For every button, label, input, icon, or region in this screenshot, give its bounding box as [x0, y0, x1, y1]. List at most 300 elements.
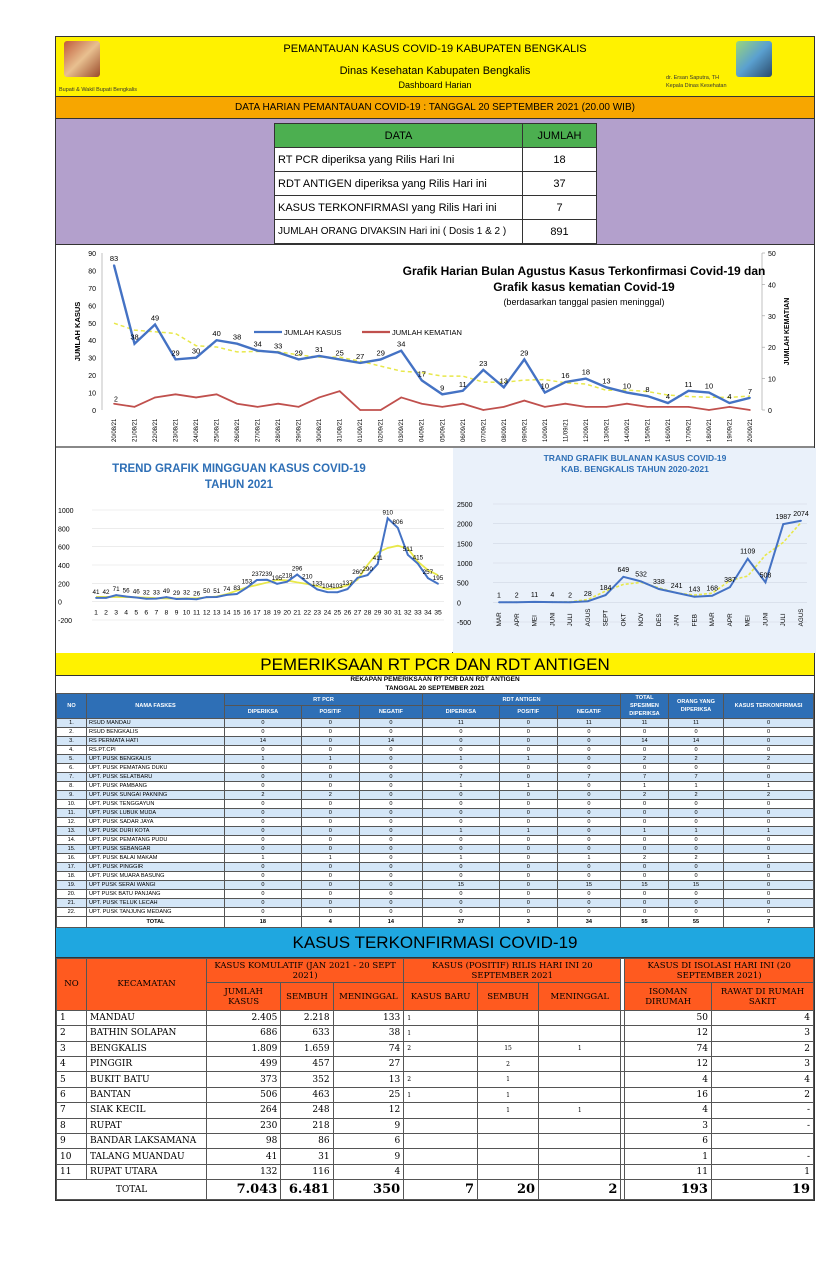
pcr-cell: 0 [621, 799, 669, 808]
pcr-cell: 0 [225, 799, 302, 808]
kasus-cell: 133 [333, 1010, 404, 1025]
caption-right [666, 74, 727, 91]
weekly-data-label: 153 [241, 578, 253, 586]
pcr-total-cell: 37 [422, 916, 499, 927]
kasus-cell: 4 [57, 1057, 87, 1072]
weekly-data-label: 257 [422, 569, 434, 577]
weekly-data-label: 83 [233, 585, 241, 593]
kematian-point [380, 409, 382, 411]
kematian-point [236, 403, 238, 405]
kasus-cell: RUPAT [87, 1118, 207, 1133]
monthly-data-label: 2 [514, 592, 519, 600]
pcr-cell: 7 [621, 772, 669, 781]
x-tick-label: 21/08/21 [132, 418, 139, 442]
y-tick-label: 1000 [457, 561, 473, 568]
y-tick-label: 1000 [58, 508, 74, 515]
pcr-cell: 1 [301, 754, 359, 763]
pcr-cell: 20. [57, 889, 87, 898]
kasus-point [626, 392, 628, 394]
pcr-cell: 15 [621, 880, 669, 889]
x-tick-label: 32 [404, 609, 412, 617]
pcr-cell: 0 [225, 835, 302, 844]
x-tick-label: 20 [283, 609, 291, 617]
pcr-cell: 0 [225, 880, 302, 889]
monthly-data-label: 1109 [740, 548, 756, 556]
x-tick-label: 3 [114, 609, 119, 617]
kematian-point [421, 403, 423, 405]
pcr-col-rdt: RDT ANTIGEN [422, 693, 620, 706]
pcr-cell: 0 [557, 826, 620, 835]
weekly-chart [56, 448, 452, 653]
kasus-col-no: NO [57, 958, 87, 1010]
pcr-cell: UPT. PUSK SUNGAI PAKNING [87, 790, 225, 799]
kematian-point [749, 409, 751, 411]
kasus-total-cell: 2 [539, 1180, 621, 1200]
pcr-cell: 0 [499, 835, 557, 844]
pcr-cell: 0 [422, 727, 499, 736]
kasus-col-isoman: ISOMAN DIRUMAH [625, 983, 712, 1011]
pcr-cell: 0 [422, 808, 499, 817]
pcr-cell: 0 [301, 763, 359, 772]
kasus-cell: 1.809 [207, 1041, 281, 1056]
pcr-cell: 0 [359, 826, 422, 835]
kasus-cell: 12 [333, 1103, 404, 1118]
pcr-cell: UPT. PUSK PINGGIR [87, 862, 225, 871]
x-tick-label: 14/09/21 [624, 418, 631, 442]
pcr-cell: 0 [669, 817, 724, 826]
pcr-cell: 0 [225, 826, 302, 835]
kasus-cell: 15 [477, 1041, 538, 1056]
kematian-point [585, 406, 587, 408]
pcr-cell: 0 [557, 781, 620, 790]
x-tick-label: 01/09/21 [358, 418, 365, 442]
kasus-row [57, 1164, 814, 1179]
x-tick-label: 08/09/21 [501, 418, 508, 442]
pcr-cell: 0 [557, 907, 620, 916]
pcr-total-cell: 18 [225, 916, 302, 927]
weekly-point [226, 594, 228, 596]
kasus-point [667, 402, 669, 404]
pcr-cell: 0 [669, 727, 724, 736]
weekly-data-label: 41 [92, 588, 100, 596]
monthly-data-label: 2 [568, 592, 573, 600]
x-tick-label: 10/09/21 [542, 418, 549, 442]
kematian-point [339, 390, 341, 392]
pcr-cell: UPT PUSK BATU PANJANG [87, 889, 225, 898]
weekly-point [115, 594, 117, 596]
pcr-cell: 8. [57, 781, 87, 790]
pcr-cell: 0 [225, 781, 302, 790]
weekly-point [296, 574, 298, 576]
pcr-cell: 0 [557, 745, 620, 754]
monthly-point [622, 576, 624, 578]
weekly-point [206, 596, 208, 598]
kasus-data-label: 13 [602, 376, 611, 386]
kasus-col-rilis-meninggal: MENINGGAL [539, 983, 621, 1011]
kasus-cell: 98 [207, 1134, 281, 1149]
x-tick-label: APR [726, 613, 734, 627]
dashboard-frame [55, 36, 815, 1201]
caption-right-name: dr. Ersan Saputra, TH [666, 75, 720, 81]
pcr-cell: 0 [422, 871, 499, 880]
pcr-cell: 0 [724, 799, 814, 808]
x-tick-label: JULI [567, 613, 575, 627]
pcr-cell: 0 [225, 889, 302, 898]
pcr-cell: 0 [301, 898, 359, 907]
pcr-cell: 0 [621, 835, 669, 844]
pcr-cell: UPT. PUSK PEMATANG DUKU [87, 763, 225, 772]
pcr-cell: RSUD BENGKALIS [87, 727, 225, 736]
summary-value: 37 [523, 172, 597, 196]
kasus-data-label: 29 [376, 348, 385, 358]
weekly-data-label: 46 [132, 588, 140, 596]
kasus-cell: 2 [711, 1087, 813, 1102]
pcr-cell: 0 [669, 763, 724, 772]
kasus-cell [539, 1026, 621, 1041]
kasus-cell: - [711, 1149, 813, 1164]
x-tick-label: 19/09/21 [727, 418, 734, 442]
pcr-col-kasus: KASUS TERKONFIRMASI [724, 693, 814, 718]
summary-value: 7 [523, 196, 597, 220]
summary-label: RT PCR diperiksa yang Rilis Hari Ini [275, 148, 523, 172]
daily-chart-svg [56, 245, 816, 448]
x-tick-label: 02/09/21 [378, 418, 385, 442]
y-tick-label: 0 [457, 600, 461, 608]
pcr-cell: UPT. PUSK MUARA BASUNG [87, 871, 225, 880]
monthly-point [658, 588, 660, 590]
kasus-data-label: 31 [314, 344, 324, 354]
pcr-col-rdt-positif: POSITIF [499, 706, 557, 719]
kasus-point [236, 343, 238, 345]
y2-tick-label: 40 [768, 282, 776, 290]
kasus-cell [404, 1149, 478, 1164]
kematian-point [688, 406, 690, 408]
kasus-cell: BANDAR LAKSAMANA [87, 1134, 207, 1149]
pcr-cell: 0 [724, 844, 814, 853]
pcr-cell: 1 [621, 781, 669, 790]
pcr-cell: 0 [225, 907, 302, 916]
pcr-cell: 0 [669, 907, 724, 916]
pcr-cell: 0 [422, 844, 499, 853]
pcr-col-pcr-positif: POSITIF [301, 706, 359, 719]
kasus-col-isolasi: KASUS DI ISOLASI HARI INI (20 SEPTEMBER 2021) [625, 958, 814, 982]
trend-charts-row [56, 448, 814, 653]
kasus-cell: 1 [404, 1026, 478, 1041]
x-tick-label: 35 [434, 609, 442, 617]
kasus-cell: 7 [57, 1103, 87, 1118]
kematian-point [482, 409, 484, 411]
pcr-cell: 1 [724, 781, 814, 790]
kasus-cell: 16 [625, 1087, 712, 1102]
kasus-cell [477, 1134, 538, 1149]
pcr-cell: 0 [359, 727, 422, 736]
pcr-cell: 0 [359, 790, 422, 799]
summary-col-jumlah: JUMLAH [523, 124, 597, 148]
pcr-cell: 1 [499, 781, 557, 790]
kasus-data-label: 40 [212, 329, 221, 339]
kasus-data-label: 7 [747, 386, 753, 396]
pcr-cell: 2. [57, 727, 87, 736]
pcr-cell: UPT. PUSK TENGGAYUN [87, 799, 225, 808]
pcr-table-date: TANGGAL 20 SEPTEMBER 2021 [57, 685, 814, 694]
kematian-point [154, 397, 156, 399]
x-tick-label: SEPT [602, 609, 610, 627]
monthly-point [569, 601, 571, 603]
y-tick-label: 200 [58, 581, 70, 589]
y-tick-label: 90 [88, 251, 96, 258]
kasus-cell: 74 [625, 1041, 712, 1056]
kasus-cell: PINGGIR [87, 1057, 207, 1072]
pcr-cell: 0 [499, 862, 557, 871]
kasus-cell [539, 1010, 621, 1025]
kasus-point [380, 359, 382, 361]
pcr-cell: 1 [225, 754, 302, 763]
kasus-cell: 38 [333, 1026, 404, 1041]
y-tick-label: 400 [58, 563, 70, 570]
kasus-cell: 9 [57, 1134, 87, 1149]
pcr-cell: 0 [724, 907, 814, 916]
pcr-cell: 0 [359, 817, 422, 826]
pcr-cell: 0 [499, 889, 557, 898]
kasus-data-label: 38 [232, 332, 242, 342]
kasus-data-label: 18 [581, 367, 591, 377]
x-tick-label: JAN [673, 614, 681, 627]
kasus-data-label: 29 [294, 348, 303, 358]
kasus-row [57, 1057, 814, 1072]
kasus-cell: MANDAU [87, 1010, 207, 1025]
weekly-point [155, 598, 157, 600]
y-tick-label: -200 [58, 618, 73, 625]
summary-label: JUMLAH ORANG DIVAKSIN Hari ini ( Dosis 1 & 2 ) [275, 220, 523, 244]
monthly-point [498, 601, 500, 603]
pcr-row [57, 745, 814, 754]
kasus-data-label: 49 [150, 313, 160, 323]
kasus-cell: 1 [539, 1041, 621, 1056]
pcr-cell: 7 [669, 772, 724, 781]
kasus-point [277, 352, 279, 354]
weekly-point [256, 579, 258, 581]
kasus-cell: 2.218 [281, 1010, 333, 1025]
kasus-point [257, 350, 259, 352]
monthly-data-label: 28 [583, 591, 592, 599]
pcr-cell: 4. [57, 745, 87, 754]
x-tick-label: 19 [273, 609, 281, 617]
pcr-cell: 2 [301, 790, 359, 799]
monthly-point [765, 581, 767, 583]
pcr-cell: 0 [669, 844, 724, 853]
kasus-data-label: 29 [520, 348, 529, 358]
kasus-cell: 9 [333, 1149, 404, 1164]
pcr-cell: 0 [301, 745, 359, 754]
weekly-data-label: 910 [382, 509, 393, 517]
kasus-point [113, 264, 115, 266]
pcr-cell: 0 [724, 745, 814, 754]
monthly-point [676, 592, 678, 594]
kasus-cell [404, 1164, 478, 1179]
monthly-data-label: 4 [550, 592, 555, 600]
kasus-row [57, 1010, 814, 1025]
kasus-data-label: 16 [561, 371, 570, 381]
kasus-cell: TALANG MUANDAU [87, 1149, 207, 1164]
kasus-row [57, 1118, 814, 1133]
pcr-row [57, 736, 814, 745]
y-tick-label: 2000 [457, 521, 473, 529]
kasus-cell [539, 1057, 621, 1072]
kasus-point [749, 397, 751, 399]
pcr-cell: 0 [301, 844, 359, 853]
caption-left: Bupati & Wakil Bupati Bengkalis [59, 87, 138, 93]
x-tick-label: 26 [343, 609, 352, 617]
kasus-cell: 3 [57, 1041, 87, 1056]
pcr-cell: 0 [557, 835, 620, 844]
kasus-cell: - [711, 1103, 813, 1118]
pcr-cell: 0 [621, 817, 669, 826]
weekly-data-label: 133 [312, 580, 323, 588]
weekly-data-label: 71 [112, 586, 120, 594]
monthly-point [711, 595, 713, 597]
kasus-cell: 352 [281, 1072, 333, 1087]
pcr-cell: 0 [225, 808, 302, 817]
monthly-series-line [499, 521, 801, 603]
kematian-point [544, 406, 546, 408]
pcr-cell: 0 [669, 871, 724, 880]
kasus-cell [477, 1118, 538, 1133]
x-tick-label: 28 [363, 609, 372, 617]
kasus-cell [539, 1072, 621, 1087]
weekly-point [95, 597, 97, 599]
pcr-cell: 11. [57, 808, 87, 817]
pcr-cell: 0 [499, 907, 557, 916]
kasus-cell: 2 [404, 1072, 478, 1087]
kasus-cell [539, 1149, 621, 1164]
pcr-cell: 0 [499, 763, 557, 772]
kasus-cell [539, 1087, 621, 1102]
weekly-point [387, 517, 389, 519]
kasus-cell: 4 [625, 1072, 712, 1087]
weekly-data-label: 195 [432, 574, 444, 582]
pcr-cell: 14 [359, 736, 422, 745]
pcr-cell: 0 [724, 871, 814, 880]
pcr-cell: 2 [621, 790, 669, 799]
kasus-cell: 31 [281, 1149, 333, 1164]
y2-tick-label: 0 [768, 408, 772, 415]
kasus-cell: 499 [207, 1057, 281, 1072]
pcr-cell: 0 [359, 907, 422, 916]
pcr-cell: 0 [499, 871, 557, 880]
x-tick-label: 25 [333, 609, 342, 617]
pcr-cell: 0 [621, 763, 669, 772]
kasus-data-label: 17 [417, 369, 426, 379]
kasus-cell: 4 [625, 1103, 712, 1118]
pcr-cell: 0 [724, 862, 814, 871]
kasus-cell: 230 [207, 1118, 281, 1133]
kematian-point [565, 403, 567, 405]
kasus-row [57, 1026, 814, 1041]
pcr-total-cell: 3 [499, 916, 557, 927]
y2-axis-label: JUMLAH KEMATIAN [784, 297, 791, 366]
kasus-cell: 1 [57, 1010, 87, 1025]
kasus-point [647, 395, 649, 397]
pcr-cell: 2 [621, 754, 669, 763]
x-tick-label: 09/09/21 [522, 418, 529, 442]
dashboard-label: Dashboard Harian [398, 80, 472, 90]
pcr-cell: 0 [301, 862, 359, 871]
x-tick-label: 21 [293, 609, 301, 617]
kasus-total-cell: 7 [404, 1180, 478, 1200]
kasus-data-label: 34 [253, 339, 262, 349]
x-tick-label: AGUS [584, 608, 592, 627]
pcr-cell: 0 [301, 826, 359, 835]
weekly-point [377, 563, 379, 565]
kasus-cell [404, 1134, 478, 1149]
kasus-cell [539, 1134, 621, 1149]
x-tick-label: 30 [383, 609, 392, 617]
x-tick-label: JUNI [762, 612, 770, 627]
kematian-point [441, 406, 443, 408]
pcr-row [57, 772, 814, 781]
kematian-point [277, 403, 279, 405]
pcr-row [57, 889, 814, 898]
pcr-cell: 0 [422, 898, 499, 907]
kasus-cell: 2 [57, 1026, 87, 1041]
pcr-cell: 0 [621, 862, 669, 871]
date-header: DATA HARIAN PEMANTAUAN COVID-19 : TANGGAL 20 SEPTEMBER 2021 (20.00 WIB) [56, 97, 814, 119]
weekly-data-label: 32 [142, 589, 150, 597]
pcr-cell: 0 [724, 835, 814, 844]
pcr-cell: 0 [422, 736, 499, 745]
kematian-point [195, 397, 197, 399]
weekly-data-label: 32 [183, 589, 191, 597]
pcr-cell: UPT. PUSK SADAR JAYA [87, 817, 225, 826]
pcr-cell: 0 [557, 817, 620, 826]
pcr-total-cell: 4 [301, 916, 359, 927]
pcr-cell: 1 [422, 826, 499, 835]
weekly-series-line [96, 518, 438, 599]
pcr-cell: 5. [57, 754, 87, 763]
kasus-cell [404, 1057, 478, 1072]
x-tick-label: 15/09/21 [645, 418, 652, 442]
pcr-cell: 22. [57, 907, 87, 916]
pcr-cell: 17. [57, 862, 87, 871]
pcr-cell: 0 [225, 817, 302, 826]
pcr-cell: 0 [301, 772, 359, 781]
kasus-point [564, 381, 566, 383]
caption-right-role: Kepala Dinas Kesehatan [666, 83, 727, 90]
kasus-point [298, 359, 300, 361]
x-tick-label: 07/09/21 [481, 418, 488, 442]
pcr-cell: 0 [621, 871, 669, 880]
kasus-cell: 10 [57, 1149, 87, 1164]
summary-col-data: DATA [275, 124, 523, 148]
pcr-cell: 0 [359, 889, 422, 898]
kematian-point [257, 406, 259, 408]
legend-kasus-label: JUMLAH KASUS [284, 328, 342, 337]
pcr-cell: 1 [301, 853, 359, 862]
kasus-cell: 41 [207, 1149, 281, 1164]
kasus-cell: - [711, 1118, 813, 1133]
kasus-table [56, 958, 814, 1200]
kasus-data-label: 38 [130, 332, 139, 342]
pcr-cell: 0 [225, 727, 302, 736]
pcr-cell: 0 [499, 898, 557, 907]
kasus-row [57, 1041, 814, 1056]
pcr-row [57, 871, 814, 880]
weekly-data-label: 103 [332, 583, 343, 591]
y2-tick-label: 30 [768, 313, 776, 321]
kasus-data-label: 25 [335, 348, 344, 358]
kasus-data-label: 29 [171, 348, 180, 358]
pcr-cell: 14 [669, 736, 724, 745]
